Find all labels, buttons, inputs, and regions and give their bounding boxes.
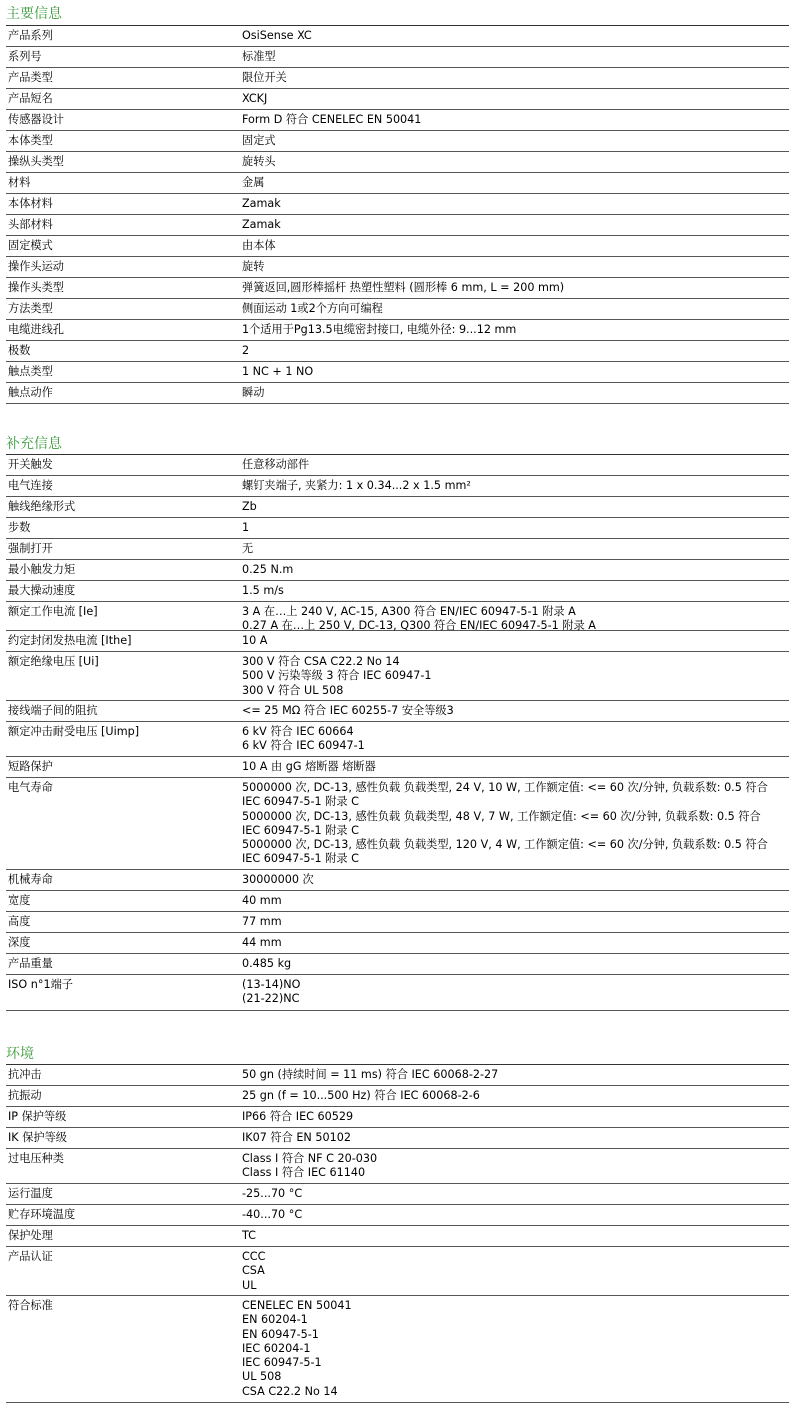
spec-value-line: 5000000 次, DC-13, 感性负载 负载类型, 24 V, 10 W, 工作额定值: <= 60 次/分钟, 负载系数: 0.5 符合 xyxy=(242,781,768,794)
spec-value xyxy=(242,1131,787,1145)
spec-value-line: Class I 符合 NF C 20-030 xyxy=(242,1152,378,1165)
spec-row xyxy=(6,1107,789,1128)
spec-value xyxy=(242,978,787,1007)
spec-value xyxy=(242,915,787,929)
spec-value-line: EN 60204-1 xyxy=(242,1313,308,1327)
spec-value xyxy=(242,458,787,472)
spec-value xyxy=(242,239,787,253)
spec-label: IP 保护等级 xyxy=(8,1110,67,1123)
spec-value xyxy=(242,1229,787,1243)
spec-value xyxy=(242,563,787,577)
spec-row xyxy=(6,933,789,954)
spec-value xyxy=(242,1089,787,1103)
spec-value-line: 2 xyxy=(242,344,250,357)
spec-label: 最小触发力矩 xyxy=(8,563,76,576)
spec-value-line: 300 V 符合 CSA C22.2 No 14 xyxy=(242,655,400,668)
spec-value xyxy=(242,781,787,867)
spec-value-line: 旋转 xyxy=(242,260,265,273)
spec-row xyxy=(6,1247,789,1296)
spec-value xyxy=(242,542,787,556)
spec-value xyxy=(242,1110,787,1124)
spec-label: 强制打开 xyxy=(8,542,53,555)
spec-value-line: TC xyxy=(242,1229,256,1242)
spec-value xyxy=(242,155,787,169)
spec-row xyxy=(6,257,789,278)
spec-label: 头部材料 xyxy=(8,218,53,231)
spec-label: 高度 xyxy=(8,915,31,928)
spec-row xyxy=(6,236,789,257)
spec-value-line: 10 A 由 gG 熔断器 熔断器 xyxy=(242,760,376,773)
spec-label: 本体类型 xyxy=(8,134,53,147)
spec-value-line: -40...70 °C xyxy=(242,1208,303,1221)
spec-value-line: 10 A xyxy=(242,634,268,647)
spec-label: 开关触发 xyxy=(8,458,53,471)
spec-label: 约定封闭发热电流 [Ithe] xyxy=(8,634,132,647)
spec-value xyxy=(242,704,787,718)
spec-value xyxy=(242,1068,787,1082)
spec-label: 传感器设计 xyxy=(8,113,64,126)
section-title: 主要信息 xyxy=(6,6,62,22)
spec-value xyxy=(242,605,787,634)
spec-value-line: UL xyxy=(242,1278,257,1292)
spec-value-line: 6 kV 符合 IEC 60947-1 xyxy=(242,739,365,753)
spec-value-line: Zamak xyxy=(242,197,281,210)
spec-label: 方法类型 xyxy=(8,302,53,315)
spec-row xyxy=(6,26,789,47)
spec-table xyxy=(6,1064,789,1403)
spec-value xyxy=(242,302,787,316)
spec-label: 符合标准 xyxy=(8,1299,53,1312)
spec-label: 接线端子间的阻抗 xyxy=(8,704,98,717)
spec-label: 触点动作 xyxy=(8,386,53,399)
spec-value-line: 金属 xyxy=(242,176,265,189)
spec-value-line: IEC 60947-5-1 xyxy=(242,1356,322,1370)
spec-value xyxy=(242,1250,787,1293)
spec-label: 材料 xyxy=(8,176,31,189)
spec-row xyxy=(6,975,789,1011)
spec-value xyxy=(242,365,787,379)
spec-value-line: (21-22)NC xyxy=(242,992,300,1006)
spec-row xyxy=(6,631,789,652)
spec-value-line: 5000000 次, DC-13, 感性负载 负载类型, 48 V, 7 W, 工作额定值: <= 60 次/分钟, 负载系数: 0.5 符合 xyxy=(242,809,761,823)
spec-value xyxy=(242,1208,787,1222)
spec-value-line: CSA C22.2 No 14 xyxy=(242,1384,338,1398)
spec-value-line: Zb xyxy=(242,500,257,513)
spec-value-line: (13-14)NO xyxy=(242,978,301,991)
spec-row xyxy=(6,383,789,404)
spec-row xyxy=(6,341,789,362)
spec-value xyxy=(242,1187,787,1201)
spec-row xyxy=(6,215,789,236)
spec-row xyxy=(6,299,789,320)
spec-table xyxy=(6,454,789,1011)
spec-value xyxy=(242,957,787,971)
spec-label: 保护处理 xyxy=(8,1229,53,1242)
spec-value-line: 标准型 xyxy=(242,50,276,63)
spec-value xyxy=(242,634,787,648)
spec-row xyxy=(6,194,789,215)
spec-value-line: 500 V 污染等级 3 符合 IEC 60947-1 xyxy=(242,669,432,683)
spec-value-line: XCKJ xyxy=(242,92,268,105)
spec-value-line: 螺钉夹端子, 夹紧力: 1 x 0.34...2 x 1.5 mm² xyxy=(242,479,471,492)
spec-label: 产品类型 xyxy=(8,71,53,84)
spec-value xyxy=(242,1152,787,1181)
spec-row xyxy=(6,110,789,131)
spec-value-line: 1 xyxy=(242,521,250,534)
spec-label: 产品系列 xyxy=(8,29,53,42)
spec-value-line: IK07 符合 EN 50102 xyxy=(242,1131,351,1144)
spec-label: 产品认证 xyxy=(8,1250,53,1263)
spec-row xyxy=(6,602,789,631)
spec-value xyxy=(242,500,787,514)
spec-label: 操作头类型 xyxy=(8,281,64,294)
spec-row xyxy=(6,476,789,497)
spec-value-line: Class I 符合 IEC 61140 xyxy=(242,1166,366,1180)
spec-value-line: CENELEC EN 50041 xyxy=(242,1299,352,1312)
spec-value-line: 25 gn (f = 10...500 Hz) 符合 IEC 60068-2-6 xyxy=(242,1089,480,1102)
spec-row xyxy=(6,89,789,110)
spec-value-line: 0.485 kg xyxy=(242,957,292,970)
spec-value-line: 77 mm xyxy=(242,915,282,928)
spec-label: 极数 xyxy=(8,344,31,357)
spec-row xyxy=(6,954,789,975)
spec-value-line: 3 A 在…上 240 V, AC-15, A300 符合 EN/IEC 60947-5-1 附录 A xyxy=(242,605,576,618)
spec-value-line: 5000000 次, DC-13, 感性负载 负载类型, 120 V, 4 W, 工作额定值: <= 60 次/分钟, 负载系数: 0.5 符合 xyxy=(242,838,768,852)
spec-label: 短路保护 xyxy=(8,760,53,773)
spec-value-line: EN 60947-5-1 xyxy=(242,1327,319,1341)
spec-value xyxy=(242,521,787,535)
spec-value-line: CSA xyxy=(242,1264,265,1278)
spec-label: ISO n°1端子 xyxy=(8,978,73,991)
spec-value-line: 6 kV 符合 IEC 60664 xyxy=(242,725,354,738)
spec-value-line: 限位开关 xyxy=(242,71,287,84)
spec-value-line: 侧面运动 1或2个方向可编程 xyxy=(242,302,383,315)
spec-value xyxy=(242,134,787,148)
spec-row xyxy=(6,278,789,299)
spec-row xyxy=(6,1296,789,1403)
spec-row xyxy=(6,1205,789,1226)
spec-value xyxy=(242,29,787,43)
spec-row xyxy=(6,47,789,68)
spec-row xyxy=(6,131,789,152)
spec-label: 系列号 xyxy=(8,50,42,63)
spec-label: 贮存环境温度 xyxy=(8,1208,76,1221)
spec-value-line: Form D 符合 CENELEC EN 50041 xyxy=(242,113,422,126)
spec-row xyxy=(6,1086,789,1107)
spec-label: 固定模式 xyxy=(8,239,53,252)
spec-label: 产品重量 xyxy=(8,957,53,970)
spec-row xyxy=(6,68,789,89)
spec-value-line: IEC 60947-5-1 附录 C xyxy=(242,823,359,837)
spec-value-line: 无 xyxy=(242,542,254,555)
spec-row xyxy=(6,912,789,933)
spec-value-line: 300 V 符合 UL 508 xyxy=(242,683,344,697)
spec-value-line: OsiSense XC xyxy=(242,29,312,42)
spec-value-line: 44 mm xyxy=(242,936,282,949)
section-title: 补充信息 xyxy=(6,436,62,452)
spec-label: 本体材料 xyxy=(8,197,53,210)
spec-row xyxy=(6,757,789,778)
spec-row xyxy=(6,173,789,194)
spec-row xyxy=(6,1065,789,1086)
spec-value xyxy=(242,92,787,106)
spec-label: 机械寿命 xyxy=(8,873,53,886)
spec-value xyxy=(242,584,787,598)
spec-value-line: 30000000 次 xyxy=(242,873,314,886)
spec-value-line: 1个适用于Pg13.5电缆密封接口, 电缆外径: 9...12 mm xyxy=(242,323,517,336)
spec-value-line: CCC xyxy=(242,1250,266,1263)
spec-label: 步数 xyxy=(8,521,31,534)
spec-label: 触线绝缘形式 xyxy=(8,500,76,513)
spec-value xyxy=(242,760,787,774)
spec-row xyxy=(6,560,789,581)
spec-value-line: 1.5 m/s xyxy=(242,584,284,597)
spec-value-line: 弹簧返回,圆形棒摇杆 热塑性塑料 (圆形棒 6 mm, L = 200 mm) xyxy=(242,281,565,294)
spec-row xyxy=(6,1149,789,1184)
spec-value-line: IEC 60947-5-1 附录 C xyxy=(242,795,359,809)
spec-label: 操纵头类型 xyxy=(8,155,64,168)
spec-value xyxy=(242,1299,787,1399)
spec-value-line: 0.27 A 在…上 250 V, DC-13, Q300 符合 EN/IEC 60947-5-1 附录 A xyxy=(242,619,596,633)
spec-row xyxy=(6,320,789,341)
spec-value xyxy=(242,936,787,950)
spec-value xyxy=(242,873,787,887)
spec-row xyxy=(6,1128,789,1149)
spec-label: 宽度 xyxy=(8,894,31,907)
spec-value xyxy=(242,197,787,211)
spec-label: 产品短名 xyxy=(8,92,53,105)
spec-label: 抗振动 xyxy=(8,1089,42,1102)
spec-row xyxy=(6,722,789,757)
spec-label: 电气寿命 xyxy=(8,781,53,794)
section-title: 环境 xyxy=(6,1046,34,1062)
spec-label: 深度 xyxy=(8,936,31,949)
spec-label: 最大操动速度 xyxy=(8,584,76,597)
spec-row xyxy=(6,518,789,539)
spec-value xyxy=(242,113,787,127)
spec-row xyxy=(6,778,789,870)
spec-value xyxy=(242,386,787,400)
spec-value xyxy=(242,479,787,493)
spec-label: 触点类型 xyxy=(8,365,53,378)
spec-value xyxy=(242,894,787,908)
spec-value xyxy=(242,50,787,64)
spec-value-line: 瞬动 xyxy=(242,386,265,399)
spec-label: 抗冲击 xyxy=(8,1068,42,1081)
spec-table xyxy=(6,25,789,404)
spec-label: 额定工作电流 [Ie] xyxy=(8,605,98,618)
spec-value-line: 由本体 xyxy=(242,239,276,252)
spec-row xyxy=(6,891,789,912)
spec-value xyxy=(242,71,787,85)
spec-row xyxy=(6,497,789,518)
spec-value-line: IEC 60947-5-1 附录 C xyxy=(242,852,359,866)
spec-value xyxy=(242,655,787,698)
spec-row xyxy=(6,455,789,476)
spec-value-line: 旋转头 xyxy=(242,155,276,168)
spec-value xyxy=(242,323,787,337)
spec-value-line: UL 508 xyxy=(242,1370,282,1384)
spec-row xyxy=(6,581,789,602)
spec-value-line: <= 25 MΩ 符合 IEC 60255-7 安全等级3 xyxy=(242,704,454,717)
spec-label: IK 保护等级 xyxy=(8,1131,67,1144)
spec-value-line: IEC 60204-1 xyxy=(242,1341,311,1355)
spec-value xyxy=(242,281,787,295)
spec-row xyxy=(6,152,789,173)
spec-value-line: 固定式 xyxy=(242,134,276,147)
spec-value-line: IP66 符合 IEC 60529 xyxy=(242,1110,354,1123)
spec-value-line: Zamak xyxy=(242,218,281,231)
spec-row xyxy=(6,701,789,722)
spec-label: 操作头运动 xyxy=(8,260,64,273)
spec-value-line: 1 NC + 1 NO xyxy=(242,365,314,378)
spec-label: 电缆进线孔 xyxy=(8,323,64,336)
spec-row xyxy=(6,1226,789,1247)
spec-value xyxy=(242,260,787,274)
spec-row xyxy=(6,652,789,701)
spec-value xyxy=(242,176,787,190)
spec-value xyxy=(242,725,787,754)
spec-value xyxy=(242,218,787,232)
spec-label: 过电压种类 xyxy=(8,1152,64,1165)
spec-label: 电气连接 xyxy=(8,479,53,492)
spec-value-line: 任意移动部件 xyxy=(242,458,310,471)
spec-value-line: 0.25 N.m xyxy=(242,563,294,576)
spec-label: 运行温度 xyxy=(8,1187,53,1200)
spec-row xyxy=(6,539,789,560)
spec-row xyxy=(6,1184,789,1205)
spec-label: 额定冲击耐受电压 [Uimp] xyxy=(8,725,140,738)
spec-label: 额定绝缘电压 [Ui] xyxy=(8,655,99,668)
spec-value-line: -25...70 °C xyxy=(242,1187,303,1200)
spec-value xyxy=(242,344,787,358)
spec-value-line: 40 mm xyxy=(242,894,282,907)
spec-row xyxy=(6,870,789,891)
spec-value-line: 50 gn (持续时间 = 11 ms) 符合 IEC 60068-2-27 xyxy=(242,1068,499,1081)
spec-row xyxy=(6,362,789,383)
